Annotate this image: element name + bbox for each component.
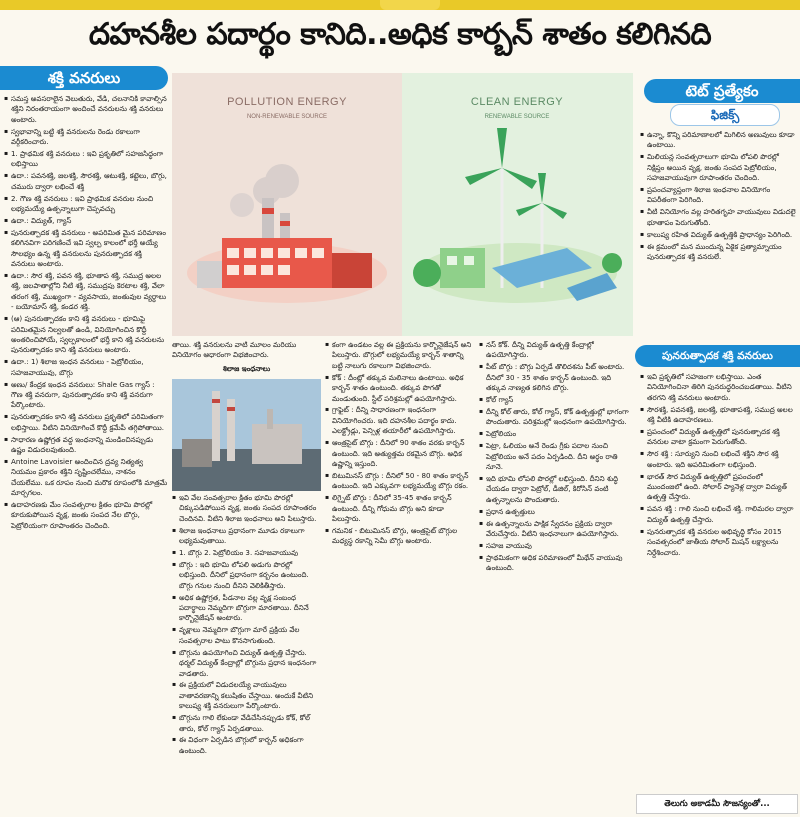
paragraph: ▪ మిలియన్ల సంవత్సరాలుగా భూమి లోపలి పొరల్లో నిక్షిప్తం అయిన వృక్ష, జంతు సంపద పెట్రోలియం, సహజవాయువుగా రూపాంతరం చెందింది. <box>640 152 797 183</box>
clean-subtitle: RENEWABLE SOURCE <box>484 114 550 120</box>
paragraph: ▪ గ్రాఫైట్ : దీన్ని సాధారణంగా ఇంధనంగా వినియోగించరు. ఇది దహనశీల పదార్థం కాదు. ఎలక్ట్రోడ్లు, పెన్సిళ్ల తయారీలో ఉపయోగిస్తారు. <box>325 405 475 436</box>
paragraph: ▪ (ఆ) పునరుత్పాదకం కాని శక్తి వనరులు - భూమిపై పరిమితమైన నిల్వలతో ఉండి, వినియోగించిన కొద్దీ అంతరించిపోయే, స్వల్పకాలంలో భర్తీ కాని శక్తి వనరులను పునరుత్పాదకం కాని శక్తి వనరులు అంటారు. <box>4 314 168 356</box>
green-building <box>440 248 485 288</box>
energy-illustration <box>172 73 633 336</box>
pollution-subtitle: NON-RENEWABLE SOURCE <box>246 114 328 120</box>
paragraph: ▪ ఇవి ప్రకృతిలో సహజంగా లభిస్తాయి. ఎంత వినియోగించినా తిరిగి పునరుద్ధరించబడతాయి. వీటిని తరగని శక్తి వనరులు అంటారు. <box>640 372 797 403</box>
factory-building <box>222 238 332 288</box>
paragraph: ▪ శిలాజ ఇంధనాలు ప్రధానంగా మూడు రకాలుగా లభ్యమవుతాయి. <box>172 526 321 547</box>
paragraph: ▪ పెట్రోలియం <box>479 429 633 439</box>
paragraph: ▪ సౌరశక్తి, పవనశక్తి, జలశక్తి, భూతాపశక్తి, సముద్ర అలల శక్తి వీటికి ఉదాహరణలు. <box>640 405 797 426</box>
paragraph: ▪ కాలుష్య రహిత విద్యుత్ ఉత్పత్తికి ప్రాధాన్యం పెరిగింది. <box>640 230 797 240</box>
paragraph: ▪ గమనిక - బిటుమినస్ బొగ్గు, ఆంత్రసైట్ బొగ్గుల మధ్యస్థ రకాన్ని సెమీ బొగ్గు అంటారు. <box>325 526 475 547</box>
paragraph: ▪ వీటి వినియోగం వల్ల హరితగృహ వాయువులు విడుదలై భూతాపం పెరుగుతోంది. <box>640 207 797 228</box>
paragraph: ▪ అధిక ఉష్ణోగ్రత, పీడనాల వల్ల వృక్ష సంబంధ పదార్థాలు నెమ్మదిగా బొగ్గుగా మారతాయి. దీనినే కార్బొనైజేషన్ అంటారు. <box>172 593 321 624</box>
paragraph: తాయి. శక్తి వనరులను వాటి మూలం మరియు వినియోగం ఆధారంగా విభజించారు. <box>172 340 297 360</box>
paragraph: ▪ కంగా ఉండటం వల్ల ఈ ప్రక్రియను కార్బొనైజేషన్ అని పిలుస్తారు. బొగ్గులో లభ్యమయ్యే కార్బన్ శాతాన్ని బట్టి నాలుగు రకాలుగా విభజించారు. <box>325 340 475 371</box>
paragraph: ▪ పవన శక్తి : గాలి నుంచి లభించే శక్తి. గాలిమరల ద్వారా విద్యుత్ ఉత్పత్తి చేస్తారు. <box>640 504 797 525</box>
paragraph: ▪ ఇవి వేల సంవత్సరాల క్రితం భూమి పొరల్లో చిక్కుపడిపోయిన వృక్ష, జంతు సంపద రూపాంతరం చెందినవి. వీటిని శిలాజ ఇంధనాలు అని పిలుస్తారు. <box>172 493 321 524</box>
power-plant-photo <box>172 379 321 491</box>
paragraph: ▪ ఉదా.: పవనశక్తి, జలశక్తి, సౌరశక్తి, ఆటుశక్తి, కట్టెలు, బొగ్గు, చమురు ద్వారా లభించే శక్తి <box>4 171 168 192</box>
paragraph: ▪ నస్ కోక్. దీన్ని విద్యుత్ ఉత్పత్తి కేంద్రాల్లో ఉపయోగిస్తారు. <box>479 340 633 361</box>
paragraph: ▪ ఈ క్రమంలో మన ముందున్న ఏకైక ప్రత్యామ్నాయం పునరుత్పాదక శక్తి వనరులే. <box>640 242 797 263</box>
paragraph: ▪ ప్రాథమికంగా అధిక పరిమాణంలో మీథేన్ వాయువు ఉంటుంది. <box>479 553 633 574</box>
column-1 <box>4 94 168 814</box>
paragraph: ▪ ఇది భూమి లోపలి పొరల్లో లభిస్తుంది. దీనిని శుద్ధి చేయడం ద్వారా పెట్రోల్, డీజిల్, కిరోసిన్ వంటి ఉత్పన్నాలను పొందుతారు. <box>479 474 633 505</box>
paragraph: ▪ బిటుమినస్ బొగ్గు : దీనిలో 50 - 80 శాతం కార్బన్ ఉంటుంది. ఇది ఎక్కువగా లభ్యమయ్యే బొగ్గు రకం. <box>325 471 475 492</box>
paragraph: ▪ సహజ వాయువు <box>479 541 633 551</box>
paragraph: ▪ పెట్రా, ఓలియం అనే రెండు గ్రీకు పదాల నుంచి పెట్రోలియం అనే పదం ఏర్పడింది. దీని అర్థం రాతి నూనె. <box>479 441 633 472</box>
paragraph: ▪ పునరుత్పాదక శక్తి వనరుల అభివృద్ధి కోసం 2015 సంవత్సరంలో జాతీయ సోలార్ మిషన్ లక్ష్యాలను నిర్దేశించారు. <box>640 527 797 558</box>
paragraph: ▪ ఉదా.: 1) శిలాజ ఇంధన వనరులు - పెట్రోలియం, సహజవాయువు, బొగ్గు <box>4 357 168 378</box>
clean-title: CLEAN ENERGY <box>470 96 564 108</box>
photo-svg <box>172 379 321 491</box>
paragraph: ▪ ప్రపంచంలో విద్యుత్ ఉత్పత్తిలో పునరుత్పాదక శక్తి వనరుల వాటా క్రమంగా పెరుగుతోంది. <box>640 427 797 448</box>
paragraph: ▪ దీన్ని కోల్ తారు, కోల్ గ్యాస్, కోక్ ఉత్పత్తుల్లో భాగంగా పొందుతారు. పరిశ్రమల్లో ఇంధనంగా ఉపయోగిస్తారు. <box>479 407 633 428</box>
paragraph: ▪ స్వభావాన్ని బట్టి శక్తి వనరులను రెండు రకాలుగా వర్గీకరించారు. <box>4 127 168 148</box>
illustration-svg <box>172 73 633 336</box>
paragraph: ▪ ఉన్నా, కొన్ని పరిమాణాలలో మిగిలిన అణువులు కూడా ఉంటాయి. <box>640 130 797 151</box>
column-4 <box>479 340 633 814</box>
paragraph: ▪ భారత్ సౌర విద్యుత్ ఉత్పత్తిలో ప్రపంచంలో ముందంజలో ఉంది. సోలార్ ప్యానెళ్ల ద్వారా విద్యుత్ ఉత్పత్తి చేస్తారు. <box>640 472 797 503</box>
paragraph: ▪ కోక్ : దీంట్లో తక్కువ మలినాలు ఉంటాయి. అధిక కార్బన్ శాతం ఉంటుంది. తక్కువ పొగతో మండుతుంది. స్టీల్ పరిశ్రమల్లో ఉపయోగిస్తారు. <box>325 373 475 404</box>
column-5-top <box>640 130 797 342</box>
paragraph: ▪ ఉదా.: సౌర శక్తి, పవన శక్తి, భూతాప శక్తి, సముద్ర అలల శక్తి, జలపాతాల్లోని నీటి శక్తి, సముద్రపు కెరటాల శక్తి, వేలా తరంగ శక్తి, ముఖ్యంగా - వ్యవసాయ, జంతువుల వ్యర్థాలు - బయోమాస్ శక్తి, కండర శక్తి. <box>4 271 168 313</box>
pollution-title: POLLUTION ENERGY <box>227 96 347 108</box>
paragraph: ▪ Antoine Lavoisier అందించిన ద్రవ్య నిత్యత్వ నియమం ప్రకారం శక్తిని సృష్టించలేము, నాశనం చేయలేము. ఒక రూపం నుంచి మరొక రూపంలోకి మాత్రమే మార్చగలం. <box>4 457 168 499</box>
column-3 <box>325 340 475 814</box>
column-5-bottom <box>640 372 797 790</box>
paragraph: ▪ సాధారణ ఉష్ణోగ్రత వద్ద ఇంధనాన్ని మండించినప్పుడు ఉష్ణం విడుదలవుతుంది. <box>4 435 168 456</box>
paragraph: ▪ లిగ్నైట్ బొగ్గు : దీనిలో 35-45 శాతం కార్బన్ ఉంటుంది. దీన్ని గోధుమ బొగ్గు అని కూడా పిలుస్తారు. <box>325 493 475 524</box>
paragraph: ▪ ఆంత్రసైట్ బొగ్గు : దీనిలో 90 శాతం వరకు కార్బన్ ఉంటుంది. ఇది అత్యుత్తమ రకమైన బొగ్గు. అధిక ఉష్ణాన్ని ఇస్తుంది. <box>325 438 475 469</box>
top-color-bar <box>0 0 800 10</box>
paragraph: ▪ పీట్ బొగ్గు : బొగ్గు ఏర్పడే తొలిదశను పీట్ అంటారు. దీనిలో 30 - 35 శాతం కార్బన్ ఉంటుంది. ఇది తక్కువ నాణ్యత కలిగిన బొగ్గు. <box>479 362 633 393</box>
paragraph: ▪ కోల్ గ్యాస్ <box>479 395 633 405</box>
paragraph: ▪ బొగ్గును ఉపయోగించి విద్యుత్ ఉత్పత్తి చేస్తారు. థర్మల్ విద్యుత్ కేంద్రాల్లో బొగ్గును ప్రధాన ఇంధనంగా వాడతారు. <box>172 648 321 679</box>
renewable-section-title: పునరుత్పాదక శక్తి వనరులు <box>635 345 800 367</box>
column-2-top <box>172 340 321 378</box>
paragraph: ▪ 1. బొగ్గు 2. పెట్రోలియం 3. సహజవాయువు <box>172 548 321 558</box>
paragraph: ▪ ఉదాహరణకు మేం సంవత్సరాల క్రితం భూమి పొరల్లో కూరుకుపోయిన వృక్ష, జంతు సంపద నేల బొగ్గు, పెట్రోలియంగా రూపాంతరం చెందింది. <box>4 500 168 531</box>
paragraph: ▪ అణు/ కేంద్రక ఇంధన వనరులు: Shale Gas గ్యాస్ : గౌణ శక్తి వనరుగా, పునరుత్పాదకం కాని శక్తి వనరుగా పేర్కొంటారు. <box>4 380 168 411</box>
paragraph: ▪ సౌర శక్తి : సూర్యుని నుంచి లభించే శక్తిని సౌర శక్తి అంటారు. ఇది అపరిమితంగా లభిస్తుంది. <box>640 449 797 470</box>
paragraph: ▪ ఈ ఉత్పన్నాలను పాక్షిక స్వేదనం ప్రక్రియ ద్వారా వేరుచేస్తారు. వీటిని ఇంధనాలుగా ఉపయోగిస్తారు. <box>479 519 633 540</box>
column-2-bottom <box>172 493 321 813</box>
subject-title: ఫిజిక్స్ <box>670 104 780 126</box>
paragraph: ▪ బొగ్గును గాలి లేకుండా వేడిచేసినప్పుడు కోక్, కోల్ తారు, కోల్ గ్యాస్ ఏర్పడతాయి. <box>172 713 321 734</box>
paragraph: ▪ ఈ విధంగా ఏర్పడిన బొగ్గులో కార్బన్ అధికంగా ఉంటుంది. <box>172 735 321 756</box>
footer-credit: తెలుగు అకాడమీ సౌజన్యంతో... <box>636 794 798 814</box>
paragraph: ▪ పునరుత్పాదక శక్తి వనరులు - అపరిమిత మైన పరిమాణం కలిగినవిగా పరిగణించే ఇవి స్వల్ప కాలంలో భర్తీ అయ్యే సౌలభ్యం ఉన్న శక్తి వనరులను పునరుత్పాదక శక్తి వనరులు అంటారు. <box>4 228 168 270</box>
paragraph: ▪ పునరుత్పాదకం కాని శక్తి వనరులు ప్రకృతిలో పరిమితంగా లభిస్తాయి. వీటిని వినియోగించే కొద్దీ క్రమేపీ తగ్గిపోతాయి. <box>4 412 168 433</box>
paragraph: ▪ వృక్షాలు నెమ్మదిగా బొగ్గుగా మారే ప్రక్రియ వేల సంవత్సరాల పాటు కొనసాగుతుంది. <box>172 625 321 646</box>
page-headline: దహనశీల పదార్థం కానిది..అధిక కార్బన్ శాతం కలిగినది <box>88 17 712 52</box>
paragraph: ▪ ఉదా.: విద్యుత్, గ్యాస్ <box>4 216 168 226</box>
paragraph: ▪ ఈ ప్రక్రియలో విడుదలయ్యే వాయువులు వాతావరణాన్ని కలుషితం చేస్తాయి. అందుకే వీటిని కాలుష్య శక్తి వనరులుగా పేర్కొంటారు. <box>172 680 321 711</box>
paragraph: ▪ ప్రధాన ఉత్పత్తులు <box>479 507 633 517</box>
top-tab <box>380 0 440 10</box>
paragraph: ▪ 2. గౌణ శక్తి వనరులు : ఇవి ప్రాథమిక వనరుల నుంచి లభ్యమయ్యే ఉత్పన్నాలుగా చెప్పవచ్చు <box>4 194 168 215</box>
paragraph: ▪ బొగ్గు : ఇది భూమి లోపలి అడుగు పొరల్లో లభిస్తుంది. దీనిలో ప్రధానంగా కర్బనం ఉంటుంది. బొగ్గు గనుల నుంచి దీనిని వెలికితీస్తారు. <box>172 560 321 591</box>
paragraph: ▪ ప్రపంచవ్యాప్తంగా శిలాజ ఇంధనాల వినియోగం విపరీతంగా పెరిగింది. <box>640 185 797 206</box>
paragraph: ▪ సమస్త అవసరాలైన వెలుతురు, వేడి, చలనానికి కావాల్సిన శక్తిని నిరంతరాయంగా అందించే వనరులను శక్తి వనరులు అంటారు. <box>4 94 168 125</box>
left-section-title: శక్తి వనరులు <box>0 66 168 90</box>
paragraph: ▪ 1. ప్రాథమిక శక్తి వనరులు : ఇవి ప్రకృతిలో సహజసిద్ధంగా లభిస్తాయి <box>4 149 168 170</box>
photo-caption: శిలాజ ఇంధనాలు <box>222 363 271 373</box>
right-section-title: టెట్ ప్రత్యేకం <box>644 79 800 103</box>
